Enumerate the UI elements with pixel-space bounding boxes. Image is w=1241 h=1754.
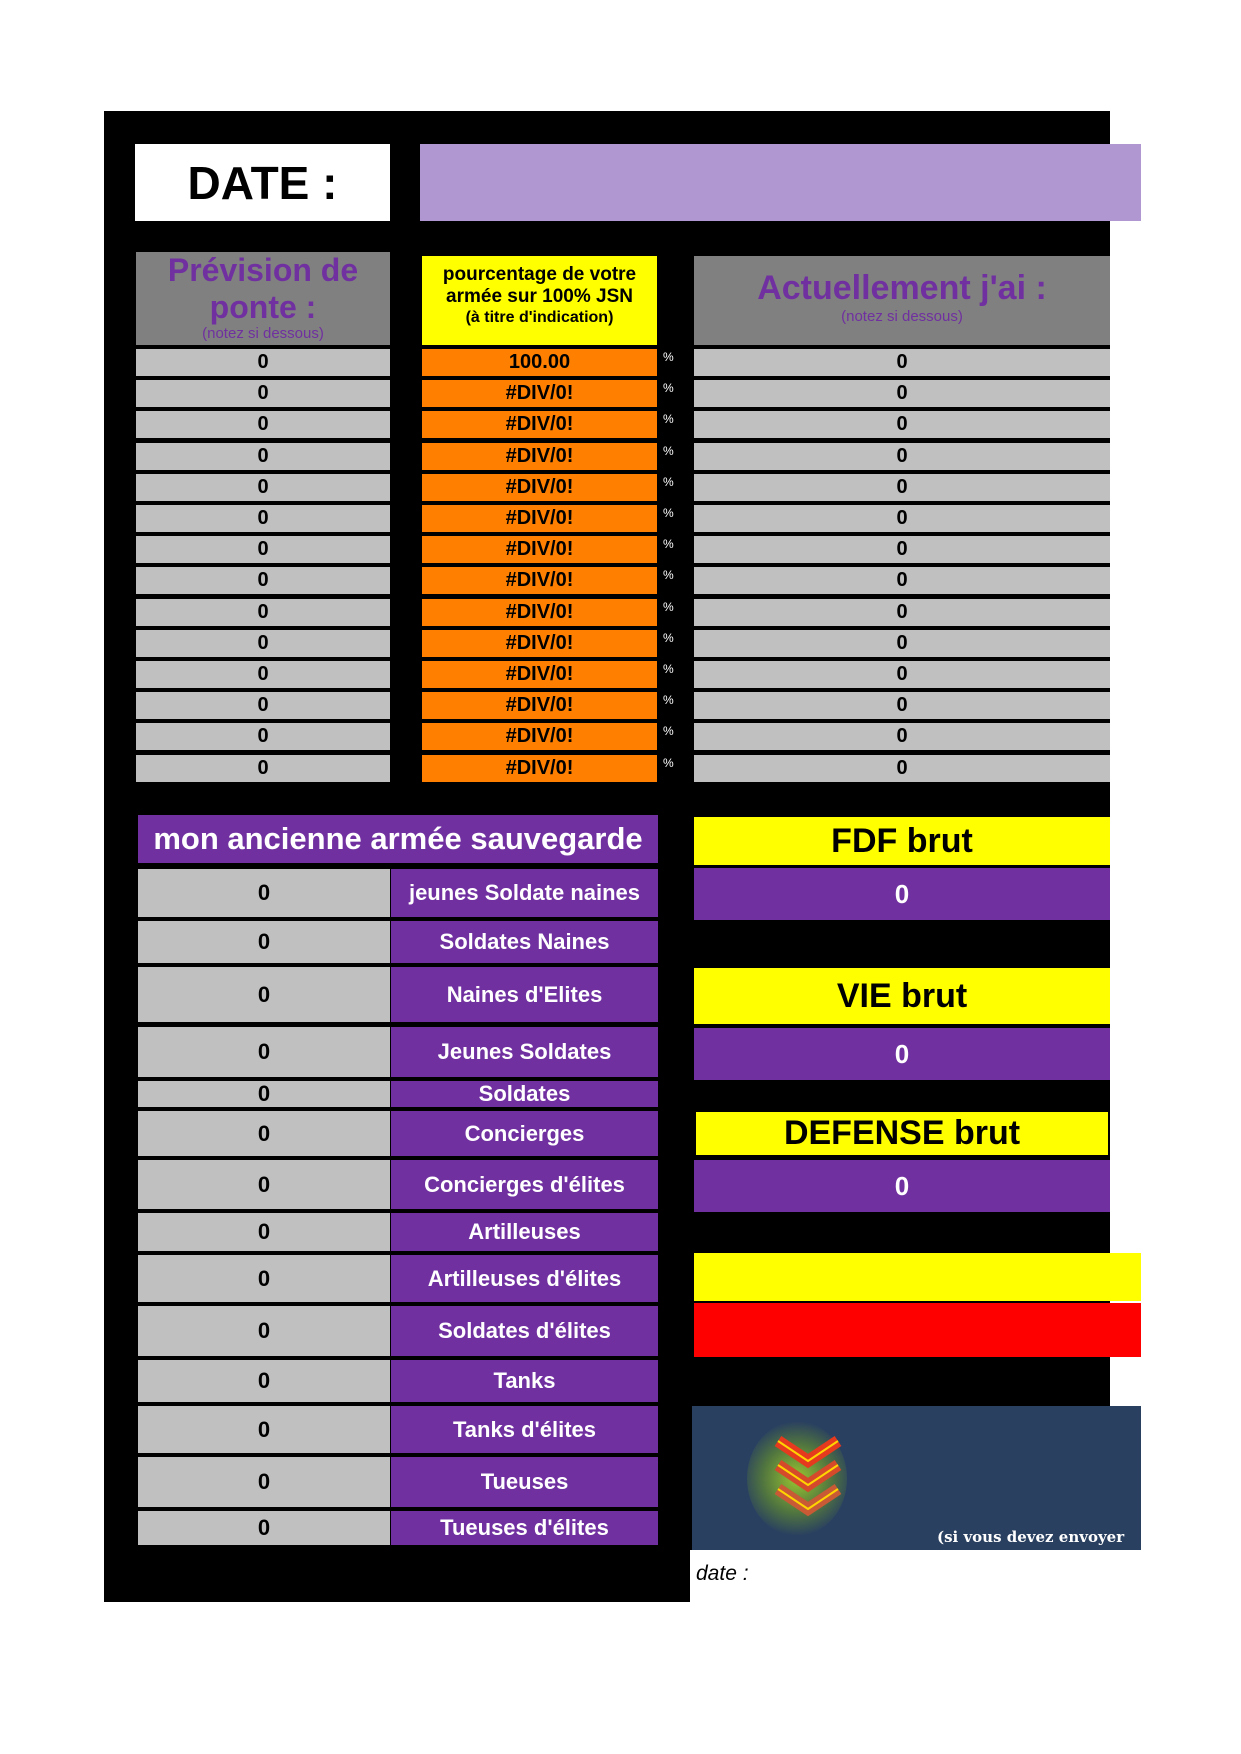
percent-cell: #DIV/0!	[422, 723, 657, 752]
percent-cell: #DIV/0!	[422, 567, 657, 596]
old-army-unit-name: Soldates	[391, 1081, 658, 1110]
old-army-value[interactable]: 0	[138, 1213, 390, 1254]
percent-cell: #DIV/0!	[422, 661, 657, 690]
prevision-cell[interactable]: 0	[136, 474, 390, 503]
percent-symbol: %	[663, 756, 674, 770]
vie-label-cell	[694, 968, 1110, 1024]
percent-title-line2: armée sur 100% JSN	[446, 286, 633, 307]
prevision-cell[interactable]: 0	[136, 536, 390, 565]
percent-symbol: %	[663, 631, 674, 645]
actuel-note: (notez si dessous)	[841, 308, 963, 325]
fdf-label: FDF brut	[831, 821, 973, 860]
percent-cell: #DIV/0!	[422, 755, 657, 784]
actuel-cell[interactable]: 0	[694, 380, 1110, 409]
prevision-cell[interactable]: 0	[136, 349, 390, 378]
old-army-value[interactable]: 0	[138, 1027, 390, 1080]
percent-cell: #DIV/0!	[422, 474, 657, 503]
old-army-unit-name: jeunes Soldate naines	[391, 869, 658, 920]
percent-symbol: %	[663, 662, 674, 676]
fdf-value: 0	[894, 878, 910, 909]
defense-label: DEFENSE brut	[783, 1114, 1021, 1152]
percent-symbol: %	[663, 412, 674, 426]
date-label-cell	[135, 144, 390, 221]
actuel-header	[694, 256, 1110, 345]
prevision-cell[interactable]: 0	[136, 443, 390, 472]
old-army-value[interactable]: 0	[138, 1255, 390, 1305]
percent-symbol: %	[663, 537, 674, 551]
old-army-value[interactable]: 0	[138, 1111, 390, 1159]
old-army-value[interactable]: 0	[138, 1306, 390, 1359]
percent-symbol: %	[663, 444, 674, 458]
percent-symbol: %	[663, 724, 674, 738]
old-army-value[interactable]: 0	[138, 967, 390, 1025]
vie-value-cell	[694, 1028, 1110, 1080]
fdf-label-cell	[694, 817, 1110, 865]
banner	[692, 1406, 1141, 1550]
prevision-note: (notez si dessous)	[202, 325, 324, 342]
old-army-value[interactable]: 0	[138, 1457, 390, 1510]
actuel-cell[interactable]: 0	[694, 443, 1110, 472]
sheet-background-white-cut	[690, 1550, 1120, 1610]
percent-symbol: %	[663, 506, 674, 520]
prevision-title: Prévision de ponte :	[167, 252, 359, 325]
actuel-cell[interactable]: 0	[694, 536, 1110, 565]
percent-symbol: %	[663, 600, 674, 614]
percent-symbol: %	[663, 350, 674, 364]
defense-value-cell	[694, 1160, 1110, 1212]
percent-header	[422, 256, 657, 345]
percent-cell: #DIV/0!	[422, 380, 657, 409]
old-army-title: mon ancienne armée sauvegarde	[153, 821, 643, 856]
percent-cell: #DIV/0!	[422, 443, 657, 472]
fdf-value-cell	[694, 868, 1110, 920]
prevision-cell[interactable]: 0	[136, 692, 390, 721]
actuel-cell[interactable]: 0	[694, 411, 1110, 440]
old-army-unit-name: Tanks	[391, 1360, 658, 1405]
rank-chevron-icon	[772, 1431, 844, 1523]
yellow-bar	[694, 1253, 1141, 1301]
old-army-value[interactable]: 0	[138, 1511, 390, 1548]
old-army-unit-name: Tueuses	[391, 1457, 658, 1510]
old-army-unit-name: Artilleuses d'élites	[391, 1255, 658, 1305]
percent-title-line1: pourcentage de votre	[442, 264, 637, 285]
old-army-value[interactable]: 0	[138, 1081, 390, 1110]
old-army-unit-name: Jeunes Soldates	[391, 1027, 658, 1080]
percent-cell: #DIV/0!	[422, 630, 657, 659]
old-army-value[interactable]: 0	[138, 1360, 390, 1405]
percent-symbol: %	[663, 475, 674, 489]
prevision-cell[interactable]: 0	[136, 723, 390, 752]
actuel-cell[interactable]: 0	[694, 661, 1110, 690]
old-army-unit-name: Soldates d'élites	[391, 1306, 658, 1359]
prevision-cell[interactable]: 0	[136, 505, 390, 534]
percent-cell: #DIV/0!	[422, 505, 657, 534]
old-army-unit-name: Concierges d'élites	[391, 1160, 658, 1212]
old-army-unit-name: Naines d'Elites	[391, 967, 658, 1025]
actuel-cell[interactable]: 0	[694, 630, 1110, 659]
date-label: DATE :	[187, 156, 338, 209]
prevision-cell[interactable]: 0	[136, 567, 390, 596]
actuel-cell[interactable]: 0	[694, 505, 1110, 534]
percent-symbol: %	[663, 381, 674, 395]
defense-label-cell	[694, 1110, 1110, 1157]
percent-cell: #DIV/0!	[422, 599, 657, 628]
actuel-cell[interactable]: 0	[694, 599, 1110, 628]
old-army-value[interactable]: 0	[138, 1160, 390, 1212]
vie-value: 0	[894, 1038, 910, 1069]
actuel-cell[interactable]: 0	[694, 692, 1110, 721]
old-army-unit-name: Tanks d'élites	[391, 1406, 658, 1456]
date-input[interactable]	[420, 144, 1141, 221]
actuel-cell[interactable]: 0	[694, 349, 1110, 378]
prevision-cell[interactable]: 0	[136, 411, 390, 440]
defense-value: 0	[894, 1170, 910, 1201]
old-army-unit-name: Artilleuses	[391, 1213, 658, 1254]
red-bar	[694, 1303, 1141, 1357]
prevision-cell[interactable]: 0	[136, 755, 390, 784]
old-army-unit-name: Concierges	[391, 1111, 658, 1159]
vie-label: VIE brut	[836, 976, 968, 1015]
prevision-cell[interactable]: 0	[136, 661, 390, 690]
prevision-cell[interactable]: 0	[136, 599, 390, 628]
prevision-cell[interactable]: 0	[136, 380, 390, 409]
prevision-cell[interactable]: 0	[136, 630, 390, 659]
actuel-cell[interactable]: 0	[694, 755, 1110, 784]
percent-cell: #DIV/0!	[422, 692, 657, 721]
old-army-title-cell	[138, 815, 658, 863]
old-army-value[interactable]: 0	[138, 921, 390, 966]
old-army-unit-name: Soldates Naines	[391, 921, 658, 966]
actuel-cell[interactable]: 0	[694, 567, 1110, 596]
percent-cell: #DIV/0!	[422, 536, 657, 565]
percent-symbol: %	[663, 568, 674, 582]
old-army-unit-name: Tueuses d'élites	[391, 1511, 658, 1548]
percent-cell: #DIV/0!	[422, 411, 657, 440]
percent-cell: 100.00	[422, 349, 657, 378]
actuel-title: Actuellement j'ai :	[757, 269, 1047, 307]
actuel-cell[interactable]: 0	[694, 474, 1110, 503]
percent-symbol: %	[663, 693, 674, 707]
footer-date-label: date :	[696, 1562, 749, 1585]
prevision-header	[136, 252, 390, 345]
old-army-value[interactable]: 0	[138, 1406, 390, 1456]
actuel-cell[interactable]: 0	[694, 723, 1110, 752]
percent-title-line3: (à titre d'indication)	[465, 309, 614, 326]
banner-note: (si vous devez envoyer	[937, 1528, 1125, 1546]
old-army-value[interactable]: 0	[138, 869, 390, 920]
